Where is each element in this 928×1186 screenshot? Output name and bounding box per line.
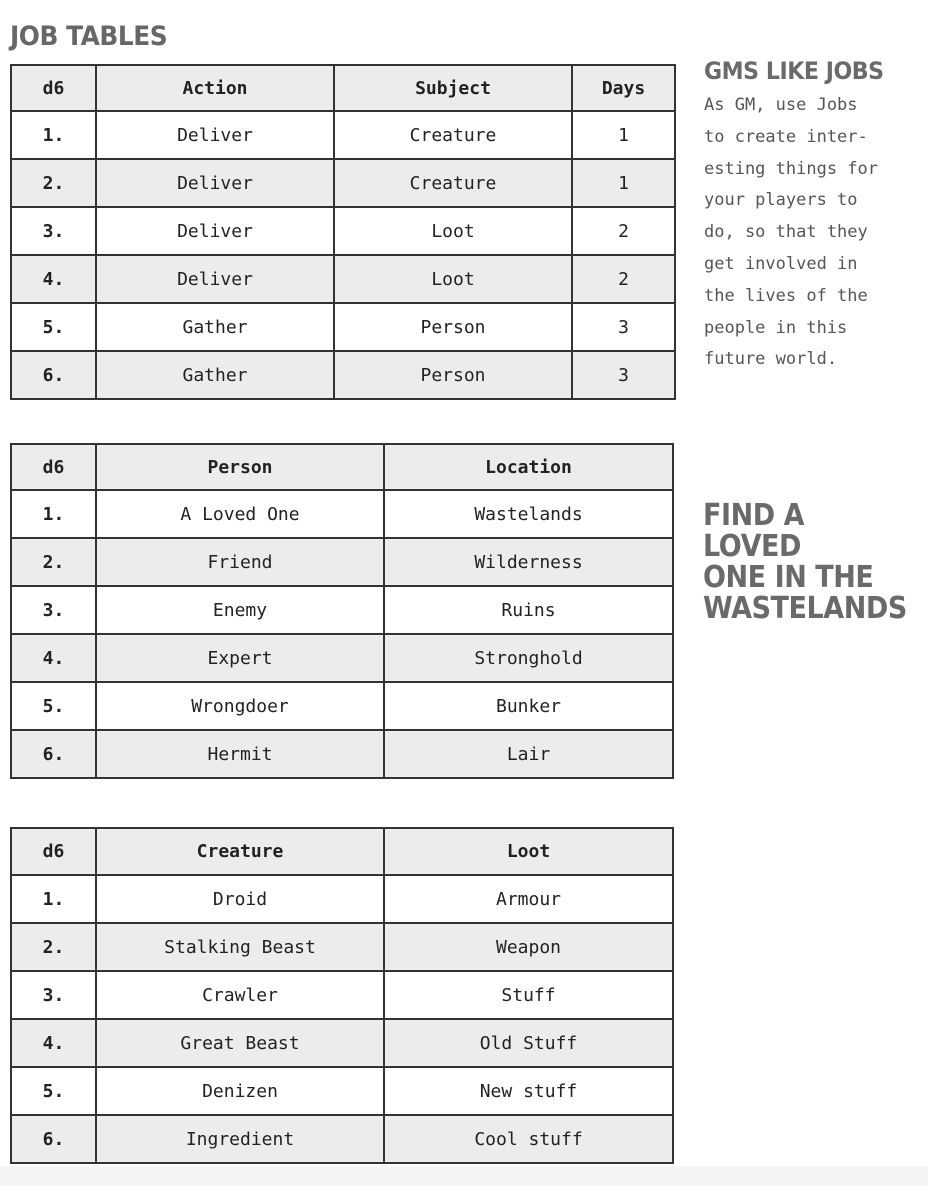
days-cell: 3: [572, 351, 675, 399]
creature-cell: Ingredient: [96, 1115, 384, 1163]
roll-cell: 5.: [11, 303, 96, 351]
table-row: [11, 875, 673, 923]
location-cell: Lair: [384, 730, 673, 778]
table-row: [11, 586, 673, 634]
table-row: [11, 1115, 673, 1163]
subject-cell: Loot: [334, 255, 572, 303]
roll-cell: 4.: [11, 634, 96, 682]
header-location: Location: [384, 444, 673, 490]
creature-cell: Denizen: [96, 1067, 384, 1115]
action-cell: Deliver: [96, 207, 334, 255]
person-cell: Enemy: [96, 586, 384, 634]
table-row: [11, 971, 673, 1019]
header-d6: d6: [11, 65, 96, 111]
location-cell: Wastelands: [384, 490, 673, 538]
roll-cell: 3.: [11, 586, 96, 634]
subject-cell: Person: [334, 303, 572, 351]
gm-sidebar: [704, 56, 924, 376]
creature-cell: Crawler: [96, 971, 384, 1019]
header-d6: d6: [11, 444, 96, 490]
table-row: [11, 1067, 673, 1115]
loot-cell: Old Stuff: [384, 1019, 673, 1067]
subject-cell: Creature: [334, 159, 572, 207]
location-cell: Bunker: [384, 682, 673, 730]
sidebar-heading: GMS LIKE JOBS: [704, 57, 884, 85]
roll-cell: 1.: [11, 111, 96, 159]
table-row: [11, 255, 675, 303]
roll-cell: 2.: [11, 538, 96, 586]
table-row: [11, 207, 675, 255]
roll-cell: 6.: [11, 1115, 96, 1163]
loot-cell: Armour: [384, 875, 673, 923]
job-action-table: [10, 64, 676, 400]
location-cell: Stronghold: [384, 634, 673, 682]
table-row: [11, 538, 673, 586]
roll-cell: 2.: [11, 923, 96, 971]
roll-cell: 1.: [11, 875, 96, 923]
page-bottom-strip: [0, 1166, 928, 1186]
table-row: [11, 682, 673, 730]
person-cell: Friend: [96, 538, 384, 586]
table-row: [11, 111, 675, 159]
action-cell: Gather: [96, 351, 334, 399]
creature-loot-table: [10, 827, 674, 1164]
location-cell: Ruins: [384, 586, 673, 634]
person-cell: A Loved One: [96, 490, 384, 538]
header-subject: Subject: [334, 65, 572, 111]
subject-cell: Creature: [334, 111, 572, 159]
days-cell: 1: [572, 111, 675, 159]
sidebar-body-text: As GM, use Jobs to create inter- esting things for your players to do, so that they get involved in the lives of the people in this future world.: [704, 95, 878, 370]
days-cell: 2: [572, 207, 675, 255]
creature-cell: Stalking Beast: [96, 923, 384, 971]
table-row: [11, 490, 673, 538]
roll-cell: 6.: [11, 730, 96, 778]
person-location-table: [10, 443, 674, 779]
roll-cell: 2.: [11, 159, 96, 207]
person-cell: Expert: [96, 634, 384, 682]
table-header-row: [11, 65, 675, 111]
table-row: [11, 923, 673, 971]
loot-cell: Weapon: [384, 923, 673, 971]
table-row: [11, 730, 673, 778]
loot-cell: Cool stuff: [384, 1115, 673, 1163]
roll-cell: 1.: [11, 490, 96, 538]
roll-cell: 5.: [11, 1067, 96, 1115]
roll-cell: 5.: [11, 682, 96, 730]
days-cell: 2: [572, 255, 675, 303]
table-row: [11, 1019, 673, 1067]
roll-cell: 4.: [11, 255, 96, 303]
person-cell: Wrongdoer: [96, 682, 384, 730]
table-row: [11, 634, 673, 682]
table-row: [11, 303, 675, 351]
roll-cell: 6.: [11, 351, 96, 399]
header-action: Action: [96, 65, 334, 111]
action-cell: Deliver: [96, 255, 334, 303]
roll-cell: 3.: [11, 971, 96, 1019]
header-person: Person: [96, 444, 384, 490]
subject-cell: Person: [334, 351, 572, 399]
page-title: JOB TABLES: [10, 21, 168, 52]
table-row: [11, 351, 675, 399]
action-cell: Deliver: [96, 111, 334, 159]
loot-cell: New stuff: [384, 1067, 673, 1115]
table-header-row: [11, 828, 673, 875]
days-cell: 3: [572, 303, 675, 351]
days-cell: 1: [572, 159, 675, 207]
header-creature: Creature: [96, 828, 384, 875]
location-cell: Wilderness: [384, 538, 673, 586]
callout-example-text: FIND A LOVED ONE IN THE WASTELANDS: [703, 498, 907, 626]
header-loot: Loot: [384, 828, 673, 875]
subject-cell: Loot: [334, 207, 572, 255]
action-cell: Gather: [96, 303, 334, 351]
roll-cell: 3.: [11, 207, 96, 255]
roll-cell: 4.: [11, 1019, 96, 1067]
table-header-row: [11, 444, 673, 490]
action-cell: Deliver: [96, 159, 334, 207]
creature-cell: Droid: [96, 875, 384, 923]
table-row: [11, 159, 675, 207]
loot-cell: Stuff: [384, 971, 673, 1019]
header-days: Days: [572, 65, 675, 111]
person-cell: Hermit: [96, 730, 384, 778]
header-d6: d6: [11, 828, 96, 875]
creature-cell: Great Beast: [96, 1019, 384, 1067]
